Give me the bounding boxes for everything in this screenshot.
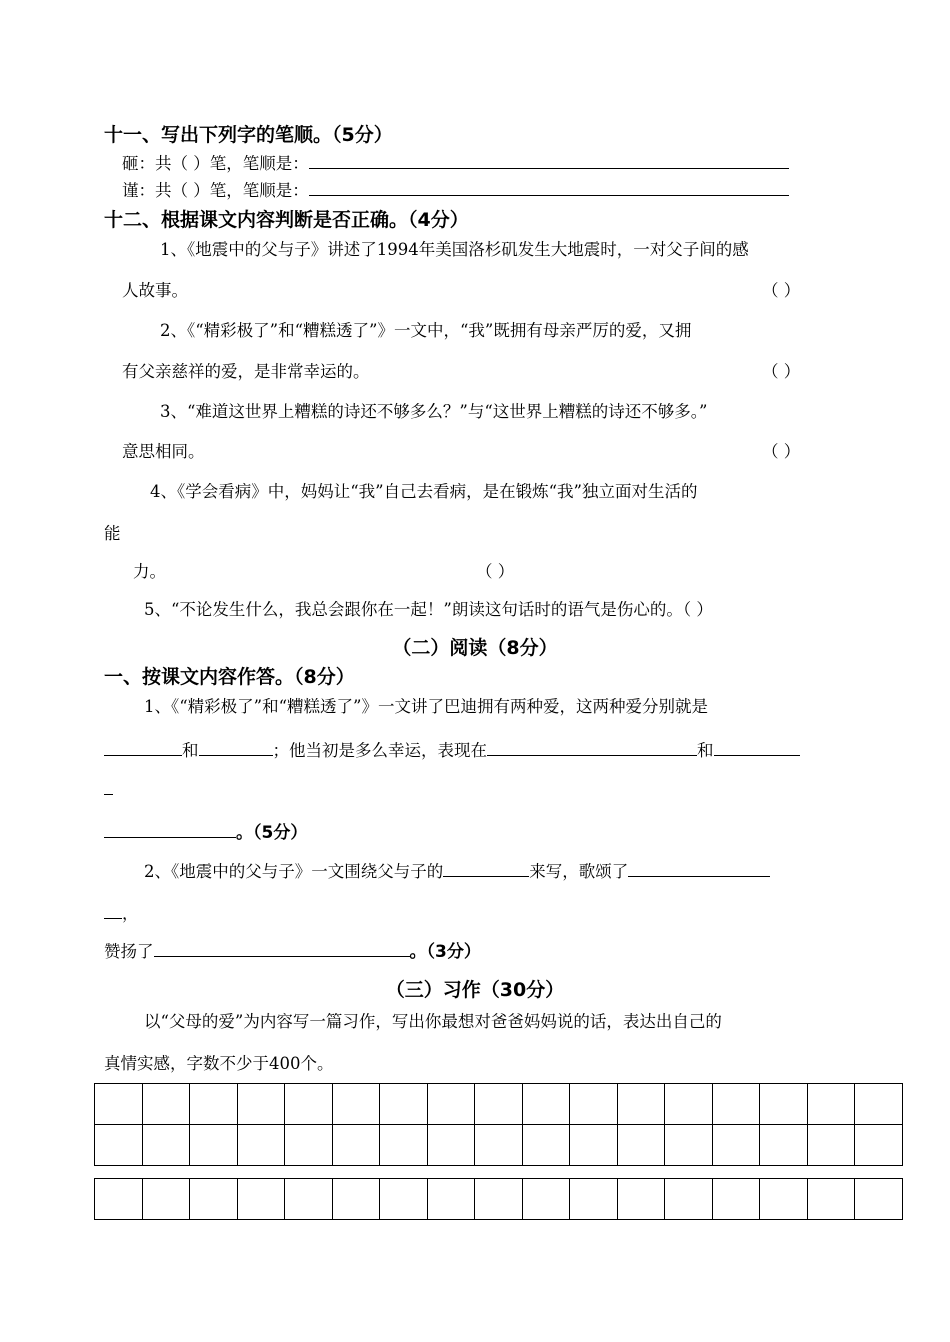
writing-grid-block-2 [94, 1178, 903, 1220]
reading-q2-blank-1[interactable] [443, 860, 529, 878]
judge-q4-line-3: 力。 [133, 562, 166, 581]
writing-grid-cell[interactable] [380, 1084, 428, 1125]
writing-grid-cell[interactable] [142, 1125, 190, 1166]
writing-grid-cell[interactable] [617, 1084, 665, 1125]
reading-subtitle: 一、按课文内容作答。（8分） [104, 666, 355, 688]
stroke-order-label-2: 谨：共（ ）笔，笔顺是： [122, 181, 309, 200]
judge-q2-answer-paren[interactable]: （ ） [762, 362, 801, 381]
writing-grid-cell[interactable] [190, 1179, 238, 1220]
reading-q2-blank-2-wrap[interactable] [104, 902, 122, 920]
writing-grid-cell[interactable] [380, 1125, 428, 1166]
writing-grid-block-1 [94, 1083, 903, 1166]
writing-grid-cell[interactable] [712, 1179, 760, 1220]
writing-grid-row [95, 1084, 903, 1125]
judge-q3-line-1: 3、“难道这世界上糟糕的诗还不够多么？”与“这世界上糟糕的诗还不够多。” [160, 402, 708, 421]
reading-q1-and-1: 和 [182, 741, 199, 760]
writing-grid-cell[interactable] [285, 1179, 333, 1220]
writing-grid-cell[interactable] [285, 1084, 333, 1125]
stroke-order-answer-line-1[interactable] [309, 152, 789, 170]
reading-q1-score: 。（5分） [236, 823, 308, 843]
reading-q2-comma: ， [122, 904, 139, 923]
writing-grid-cell[interactable] [712, 1084, 760, 1125]
writing-grid-cell[interactable] [332, 1179, 380, 1220]
writing-grid-cell[interactable] [475, 1084, 523, 1125]
judge-q5-line: 5、“不论发生什么，我总会跟你在一起！”朗读这句话时的语气是伤心的。（ ） [144, 600, 713, 619]
writing-grid-cell[interactable] [95, 1179, 143, 1220]
reading-q1-line-3 [104, 818, 307, 843]
writing-grid-row [95, 1179, 903, 1220]
writing-grid-cell[interactable] [570, 1084, 618, 1125]
reading-q1-blank-3[interactable] [487, 739, 697, 757]
judge-q1-answer-paren[interactable]: （ ） [762, 281, 801, 300]
writing-grid-cell[interactable] [522, 1084, 570, 1125]
writing-grid-cell[interactable] [475, 1179, 523, 1220]
reading-title: （二）阅读（8分） [392, 637, 558, 659]
reading-q2-praise-label: 赞扬了 [104, 942, 154, 961]
reading-q1-line-2 [104, 737, 800, 761]
reading-q2-line-1 [144, 858, 770, 882]
writing-grid-cell[interactable] [237, 1125, 285, 1166]
writing-grid-cell[interactable] [427, 1125, 475, 1166]
writing-grid-cell[interactable] [427, 1179, 475, 1220]
reading-q2-blank-2[interactable] [628, 860, 770, 878]
reading-q2-line-2 [104, 900, 139, 924]
reading-q2-score: 。（3分） [409, 942, 481, 962]
judge-q1-line-1: 1、《地震中的父与子》讲述了1994年美国洛杉矶发生大地震时，一对父子间的感 [160, 240, 749, 259]
stroke-order-label-1: 砸：共（ ）笔，笔顺是： [122, 154, 309, 173]
judge-q1-line-2: 人故事。 [122, 281, 188, 300]
writing-grid-cell[interactable] [522, 1125, 570, 1166]
writing-title: （三）习作（30分） [385, 979, 565, 1001]
judge-q3-answer-paren[interactable]: （ ） [762, 442, 801, 461]
stroke-order-answer-line-2[interactable] [309, 179, 789, 197]
writing-prompt-line-1: 以“父母的爱”为内容写一篇习作，写出你最想对爸爸妈妈说的话，表达出自己的 [144, 1012, 722, 1031]
writing-grid-cell[interactable] [807, 1125, 855, 1166]
writing-grid-cell[interactable] [855, 1125, 903, 1166]
writing-grid-cell[interactable] [617, 1125, 665, 1166]
writing-grid-cell[interactable] [807, 1084, 855, 1125]
stroke-order-row-2 [122, 177, 789, 201]
reading-q1-blank-4-wrap [104, 778, 113, 795]
reading-q2-blank-3[interactable] [154, 940, 410, 958]
writing-grid-cell[interactable] [760, 1179, 808, 1220]
judge-q4-line-1: 4、《学会看病》中，妈妈让“我”自己去看病，是在锻炼“我”独立面对生活的 [150, 482, 698, 501]
writing-grid-cell[interactable] [760, 1084, 808, 1125]
judge-q4-answer-paren[interactable]: （ ） [476, 562, 515, 581]
writing-grid-cell[interactable] [855, 1179, 903, 1220]
writing-grid-row [95, 1125, 903, 1166]
reading-q1-blank-1[interactable] [104, 739, 182, 757]
writing-grid-cell[interactable] [712, 1125, 760, 1166]
writing-grid-cell[interactable] [190, 1125, 238, 1166]
writing-grid-cell[interactable] [95, 1125, 143, 1166]
writing-grid-cell[interactable] [142, 1084, 190, 1125]
reading-q1-blank-5[interactable] [104, 821, 236, 839]
writing-grid-cell[interactable] [665, 1179, 713, 1220]
writing-grid-cell[interactable] [807, 1179, 855, 1220]
writing-grid-cell[interactable] [570, 1179, 618, 1220]
writing-grid-cell[interactable] [427, 1084, 475, 1125]
writing-grid-cell[interactable] [522, 1179, 570, 1220]
writing-grid-cell[interactable] [380, 1179, 428, 1220]
reading-q1-mid-text: ；他当初是多么幸运，表现在 [272, 741, 487, 760]
writing-grid-cell[interactable] [142, 1179, 190, 1220]
reading-q1-line-1: 1、《“精彩极了”和“糟糕透了”》一文讲了巴迪拥有两种爱，这两种爱分别就是 [144, 697, 708, 716]
writing-prompt-line-2: 真情实感，字数不少于400个。 [104, 1054, 334, 1073]
reading-q2-line-3 [104, 937, 481, 962]
writing-grid-cell[interactable] [665, 1125, 713, 1166]
writing-grid-cell[interactable] [332, 1125, 380, 1166]
judge-q2-line-1: 2、《“精彩极了”和“糟糕透了”》一文中，“我”既拥有母亲严厉的爱，又拥 [160, 321, 692, 340]
reading-q2-pre: 2、《地震中的父与子》一文围绕父与子的 [144, 862, 444, 881]
writing-grid-cell[interactable] [855, 1084, 903, 1125]
writing-grid-cell[interactable] [237, 1084, 285, 1125]
section-12-title: 十二、根据课文内容判断是否正确。（4分） [104, 209, 469, 231]
writing-grid-cell[interactable] [95, 1084, 143, 1125]
reading-q1-and-2: 和 [697, 741, 714, 760]
writing-grid-cell[interactable] [570, 1125, 618, 1166]
judge-q4-line-2: 能 [104, 524, 121, 543]
writing-grid-cell[interactable] [617, 1179, 665, 1220]
judge-q2-line-2: 有父亲慈祥的爱，是非常幸运的。 [122, 362, 370, 381]
judge-q3-line-2: 意思相同。 [122, 442, 205, 461]
writing-grid-cell[interactable] [190, 1084, 238, 1125]
reading-q1-blank-2[interactable] [199, 739, 273, 757]
reading-q2-mid: 来写，歌颂了 [529, 862, 629, 881]
writing-grid-cell[interactable] [475, 1125, 523, 1166]
reading-q1-blank-4[interactable] [714, 739, 800, 757]
writing-grid-cell[interactable] [665, 1084, 713, 1125]
stroke-order-row-1 [122, 150, 789, 174]
section-11-title: 十一、写出下列字的笔顺。（5分） [104, 124, 393, 146]
writing-grid-cell[interactable] [237, 1179, 285, 1220]
writing-grid-cell[interactable] [332, 1084, 380, 1125]
writing-grid-cell[interactable] [760, 1125, 808, 1166]
writing-grid-cell[interactable] [285, 1125, 333, 1166]
